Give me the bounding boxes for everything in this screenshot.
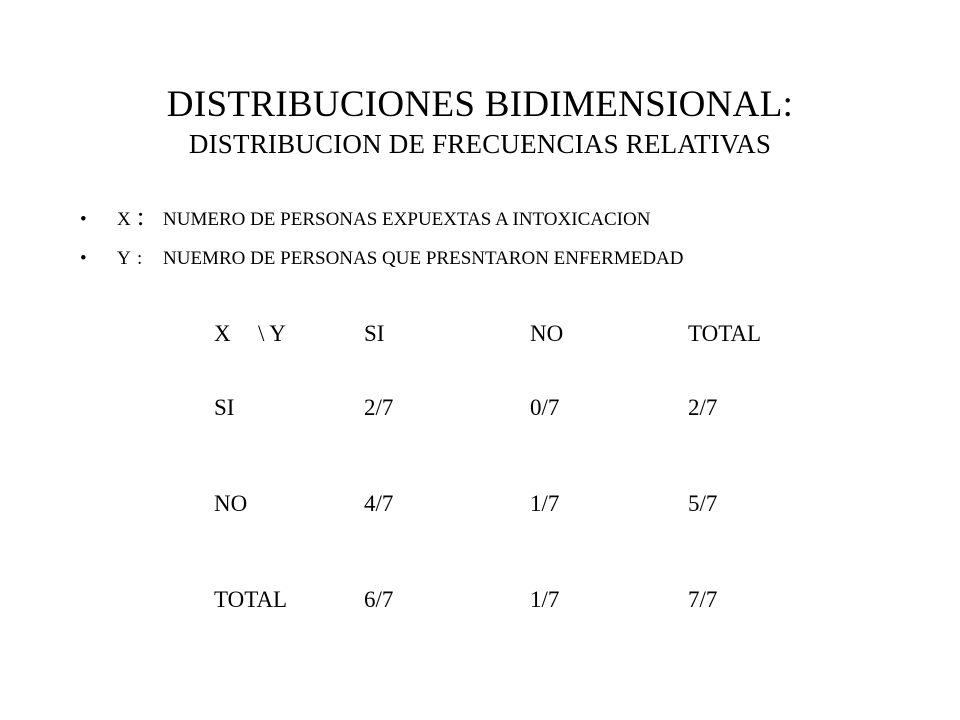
table-cell: 4/7 bbox=[364, 491, 394, 516]
bullet-icon: • bbox=[80, 209, 87, 230]
slide-title bbox=[0, 86, 960, 158]
bullet-icon: • bbox=[80, 248, 87, 269]
table-cell: 1/7 bbox=[530, 587, 560, 612]
bullet-item-x bbox=[80, 196, 684, 238]
table-row bbox=[214, 456, 798, 552]
corner-x-label: X bbox=[214, 321, 231, 346]
table-row bbox=[214, 360, 798, 456]
table-corner-cell bbox=[214, 308, 364, 360]
variable-description: NUEMRO DE PERSONAS QUE PRESNTARON ENFERMEDAD bbox=[163, 248, 684, 269]
table-cell: 2/7 bbox=[688, 395, 718, 420]
row-label-total: TOTAL bbox=[214, 587, 288, 612]
row-label-si: SI bbox=[214, 395, 235, 420]
column-header-si: SI bbox=[364, 321, 385, 346]
variable-colon: : bbox=[137, 202, 145, 231]
variable-name: Y bbox=[117, 248, 131, 269]
table-cell: 5/7 bbox=[688, 491, 718, 516]
corner-y-label: \ Y bbox=[258, 321, 286, 346]
title-subtitle: DISTRIBUCION DE FRECUENCIAS RELATIVAS bbox=[188, 129, 772, 159]
column-header-total: TOTAL bbox=[688, 321, 762, 346]
row-label-no: NO bbox=[214, 491, 248, 516]
variable-colon: : bbox=[137, 248, 143, 269]
table-cell: 0/7 bbox=[530, 395, 560, 420]
table-row bbox=[214, 552, 798, 648]
table-cell: 2/7 bbox=[364, 395, 394, 420]
title-main: DISTRIBUCIONES BIDIMENSIONAL: bbox=[166, 84, 794, 125]
table-cell: 7/7 bbox=[688, 587, 718, 612]
table-cell: 6/7 bbox=[364, 587, 394, 612]
column-header-no: NO bbox=[530, 321, 564, 346]
relative-frequency-table bbox=[214, 308, 798, 648]
bullet-item-y bbox=[80, 238, 684, 280]
variable-name: X bbox=[117, 209, 131, 230]
table-cell: 1/7 bbox=[530, 491, 560, 516]
variable-description: NUMERO DE PERSONAS EXPUEXTAS A INTOXICACION bbox=[163, 209, 651, 230]
variable-definitions-list bbox=[80, 196, 684, 280]
table-header-row bbox=[214, 308, 798, 360]
